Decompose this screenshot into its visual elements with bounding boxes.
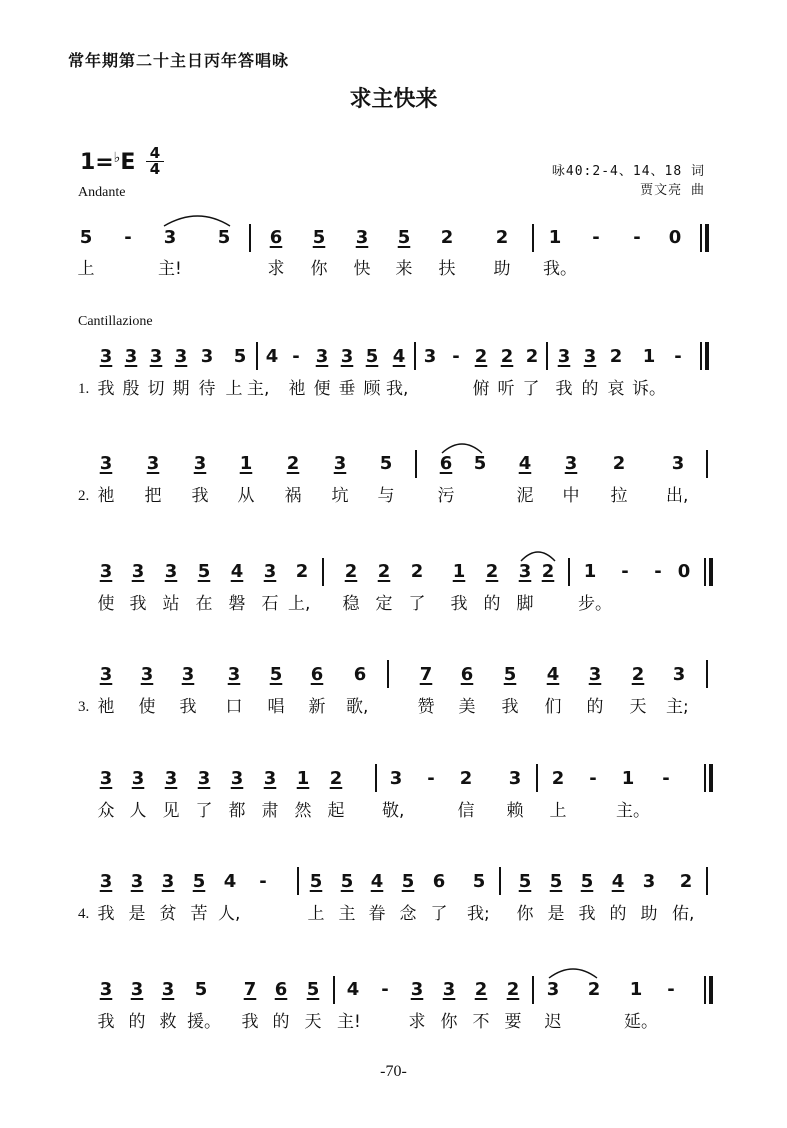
note: 3 bbox=[130, 979, 144, 1000]
note: 5 bbox=[580, 871, 594, 892]
key-signature: 1=♭E bbox=[80, 150, 136, 175]
note: 2 bbox=[329, 768, 343, 789]
lyric: 的 bbox=[128, 1012, 146, 1032]
lyric: 不 bbox=[472, 1012, 490, 1032]
lyric: 主, bbox=[247, 379, 270, 399]
barline bbox=[297, 867, 299, 895]
note: 7 bbox=[243, 979, 257, 1000]
note: 4 bbox=[546, 664, 560, 685]
verse-number: 2. bbox=[78, 488, 90, 504]
note: 2 bbox=[474, 346, 488, 367]
note-dash: - bbox=[427, 768, 435, 789]
note: 3 bbox=[99, 871, 113, 892]
note: 2 bbox=[679, 871, 693, 892]
note-dash: - bbox=[667, 979, 675, 1000]
final-barline-thin bbox=[704, 976, 706, 1004]
note: 5 bbox=[194, 979, 208, 1000]
time-signature-top: 4 bbox=[146, 146, 164, 162]
note: 4 bbox=[392, 346, 406, 367]
note-dash: - bbox=[592, 227, 600, 248]
note: 3 bbox=[227, 664, 241, 685]
note: 2 bbox=[286, 453, 300, 474]
note: 5 bbox=[312, 227, 326, 248]
note: 5 bbox=[397, 227, 411, 248]
lyric: 信 bbox=[457, 801, 475, 821]
lyric: 肃 bbox=[261, 801, 279, 821]
note: 4 bbox=[518, 453, 532, 474]
lyric: 出, bbox=[666, 486, 689, 506]
page-number: -70- bbox=[380, 1063, 407, 1080]
note: 3 bbox=[333, 453, 347, 474]
note: 5 bbox=[365, 346, 379, 367]
lyric: 主; bbox=[666, 697, 689, 717]
lyric: 我 bbox=[578, 904, 596, 924]
note: 4 bbox=[346, 979, 360, 1000]
note: 3 bbox=[163, 227, 177, 248]
lyric: 主! bbox=[158, 259, 182, 279]
lyric: 的 bbox=[609, 904, 627, 924]
lyric: 泥 bbox=[516, 486, 534, 506]
lyric: 歌, bbox=[346, 697, 369, 717]
note: 1 bbox=[548, 227, 562, 248]
time-signature-bottom: 4 bbox=[149, 160, 161, 178]
lyric: 苦 bbox=[190, 904, 208, 924]
lyric: 见 bbox=[162, 801, 180, 821]
note: 5 bbox=[518, 871, 532, 892]
note: 2 bbox=[587, 979, 601, 1000]
lyric: 起 bbox=[327, 801, 345, 821]
note: 4 bbox=[611, 871, 625, 892]
lyric: 了 bbox=[195, 801, 213, 821]
note-dash: - bbox=[662, 768, 670, 789]
lyric: 快 bbox=[353, 259, 371, 279]
lyric: 我 bbox=[450, 594, 468, 614]
lyric: 延。 bbox=[624, 1012, 658, 1032]
lyric: 污 bbox=[437, 486, 455, 506]
note: 1 bbox=[583, 561, 597, 582]
barline bbox=[532, 976, 534, 1004]
lyric: 了 bbox=[430, 904, 448, 924]
lyric: 赞 bbox=[417, 697, 435, 717]
note-dash: - bbox=[124, 227, 132, 248]
note: 2 bbox=[410, 561, 424, 582]
note: 2 bbox=[506, 979, 520, 1000]
lyric: 我, bbox=[386, 379, 409, 399]
note: 1 bbox=[296, 768, 310, 789]
lyric: 我; bbox=[467, 904, 490, 924]
note: 3 bbox=[588, 664, 602, 685]
lyric: 你 bbox=[516, 904, 534, 924]
lyric: 步。 bbox=[578, 594, 612, 614]
note: 3 bbox=[583, 346, 597, 367]
note: 3 bbox=[230, 768, 244, 789]
note: 3 bbox=[546, 979, 560, 1000]
note: 2 bbox=[459, 768, 473, 789]
final-barline-thin bbox=[704, 558, 706, 586]
lyric: 祂 bbox=[288, 379, 306, 399]
composer: 贾文亮 曲 bbox=[640, 183, 705, 198]
lyric: 了 bbox=[522, 379, 540, 399]
note: 2 bbox=[631, 664, 645, 685]
lyric: 哀 bbox=[607, 379, 625, 399]
note: 0 bbox=[668, 227, 682, 248]
lyric: 期 bbox=[172, 379, 190, 399]
credits bbox=[552, 162, 705, 200]
verse-number: 4. bbox=[78, 906, 90, 922]
final-barline-thick bbox=[705, 224, 709, 252]
note: 3 bbox=[99, 453, 113, 474]
lyric: 祸 bbox=[284, 486, 302, 506]
verse-number: 1. bbox=[78, 381, 90, 397]
note-dash: - bbox=[674, 346, 682, 367]
note: 3 bbox=[174, 346, 188, 367]
note: 3 bbox=[672, 664, 686, 685]
lyric: 我 bbox=[97, 1012, 115, 1032]
lyric: 我 bbox=[501, 697, 519, 717]
note: 2 bbox=[551, 768, 565, 789]
lyric: 援。 bbox=[187, 1012, 221, 1032]
lyric: 我 bbox=[179, 697, 197, 717]
lyric: 站 bbox=[162, 594, 180, 614]
note: 0 bbox=[677, 561, 691, 582]
note-dash: - bbox=[292, 346, 300, 367]
note-dash: - bbox=[633, 227, 641, 248]
lyric: 的 bbox=[581, 379, 599, 399]
lyric: 都 bbox=[228, 801, 246, 821]
lyric: 从 bbox=[237, 486, 255, 506]
barline bbox=[536, 764, 538, 792]
lyric: 便 bbox=[313, 379, 331, 399]
lyric: 念 bbox=[399, 904, 417, 924]
lyric: 来 bbox=[395, 259, 413, 279]
note: 1 bbox=[239, 453, 253, 474]
note: 3 bbox=[340, 346, 354, 367]
note: 1 bbox=[452, 561, 466, 582]
final-barline-thick bbox=[709, 558, 713, 586]
note: 4 bbox=[223, 871, 237, 892]
lyric: 中 bbox=[562, 486, 580, 506]
lyric: 敬, bbox=[382, 801, 405, 821]
lyric: 是 bbox=[547, 904, 565, 924]
lyric: 坑 bbox=[331, 486, 349, 506]
lyric: 主 bbox=[338, 904, 356, 924]
note: 2 bbox=[485, 561, 499, 582]
lyric: 石 bbox=[261, 594, 279, 614]
note: 3 bbox=[315, 346, 329, 367]
final-barline-thick bbox=[705, 342, 709, 370]
lyric: 人 bbox=[129, 801, 147, 821]
note: 5 bbox=[401, 871, 415, 892]
note: 5 bbox=[472, 871, 486, 892]
lyric: 祂 bbox=[97, 486, 115, 506]
barline bbox=[706, 867, 708, 895]
note: 5 bbox=[217, 227, 231, 248]
lyric: 在 bbox=[195, 594, 213, 614]
lyric: 主! bbox=[337, 1012, 361, 1032]
note: 5 bbox=[269, 664, 283, 685]
note: 3 bbox=[146, 453, 160, 474]
lyric: 把 bbox=[144, 486, 162, 506]
slur bbox=[517, 546, 559, 564]
note: 3 bbox=[99, 979, 113, 1000]
lyric: 上, bbox=[288, 594, 311, 614]
lyric: 是 bbox=[128, 904, 146, 924]
barline bbox=[387, 660, 389, 688]
lyric: 人, bbox=[218, 904, 241, 924]
lyric: 我 bbox=[191, 486, 209, 506]
note: 5 bbox=[549, 871, 563, 892]
note: 2 bbox=[495, 227, 509, 248]
lyric: 了 bbox=[408, 594, 426, 614]
slur bbox=[438, 438, 486, 456]
lyric: 然 bbox=[294, 801, 312, 821]
lyric: 天 bbox=[304, 1012, 322, 1032]
note: 5 bbox=[503, 664, 517, 685]
note: 3 bbox=[149, 346, 163, 367]
lyric: 们 bbox=[544, 697, 562, 717]
note: 3 bbox=[164, 768, 178, 789]
lyric: 磐 bbox=[228, 594, 246, 614]
barline bbox=[499, 867, 501, 895]
lyric: 你 bbox=[310, 259, 328, 279]
note: 3 bbox=[263, 561, 277, 582]
note: 3 bbox=[642, 871, 656, 892]
barline bbox=[414, 342, 416, 370]
note: 2 bbox=[612, 453, 626, 474]
lyrics-source: 咏40:2-4、14、18 词 bbox=[551, 164, 705, 179]
lyric: 助 bbox=[640, 904, 658, 924]
note: 2 bbox=[500, 346, 514, 367]
lyric: 口 bbox=[225, 697, 243, 717]
lyric: 天 bbox=[629, 697, 647, 717]
note: 4 bbox=[265, 346, 279, 367]
note: 3 bbox=[99, 346, 113, 367]
note: 3 bbox=[140, 664, 154, 685]
lyric: 与 bbox=[377, 486, 395, 506]
lyric: 赖 bbox=[506, 801, 524, 821]
lyric: 眷 bbox=[368, 904, 386, 924]
lyric: 的 bbox=[483, 594, 501, 614]
final-barline-thin bbox=[704, 764, 706, 792]
slur bbox=[160, 210, 236, 230]
final-barline-thin bbox=[700, 224, 702, 252]
note: 3 bbox=[181, 664, 195, 685]
note: 3 bbox=[355, 227, 369, 248]
lyric: 诉。 bbox=[632, 379, 666, 399]
note: 1 bbox=[621, 768, 635, 789]
note-dash: - bbox=[654, 561, 662, 582]
note: 5 bbox=[192, 871, 206, 892]
note: 3 bbox=[99, 561, 113, 582]
lyric: 你 bbox=[440, 1012, 458, 1032]
song-title: 求主快来 bbox=[349, 87, 438, 112]
note: 3 bbox=[557, 346, 571, 367]
lyric: 祂 bbox=[97, 697, 115, 717]
lyric: 上 bbox=[549, 801, 567, 821]
note: 3 bbox=[518, 561, 532, 582]
lyric: 迟 bbox=[544, 1012, 562, 1032]
note-dash: - bbox=[381, 979, 389, 1000]
note: 3 bbox=[99, 768, 113, 789]
note: 2 bbox=[474, 979, 488, 1000]
liturgy-subtitle: 常年期第二十主日丙年答唱咏 bbox=[68, 51, 290, 70]
note: 1 bbox=[629, 979, 643, 1000]
note: 4 bbox=[230, 561, 244, 582]
note-dash: - bbox=[452, 346, 460, 367]
note: 6 bbox=[460, 664, 474, 685]
lyric: 上 bbox=[225, 379, 243, 399]
lyric: 我。 bbox=[543, 259, 577, 279]
note: 6 bbox=[310, 664, 324, 685]
note: 3 bbox=[99, 664, 113, 685]
note: 3 bbox=[442, 979, 456, 1000]
lyric: 听 bbox=[497, 379, 515, 399]
note: 3 bbox=[389, 768, 403, 789]
lyric: 助 bbox=[493, 259, 511, 279]
note: 2 bbox=[440, 227, 454, 248]
barline bbox=[568, 558, 570, 586]
lyric: 顾 bbox=[363, 379, 381, 399]
note: 5 bbox=[79, 227, 93, 248]
lyric: 我 bbox=[129, 594, 147, 614]
lyric: 我 bbox=[241, 1012, 259, 1032]
lyric: 美 bbox=[458, 697, 476, 717]
note: 3 bbox=[164, 561, 178, 582]
note: 4 bbox=[370, 871, 384, 892]
lyric: 脚 bbox=[516, 594, 534, 614]
barline bbox=[546, 342, 548, 370]
lyric: 拉 bbox=[610, 486, 628, 506]
final-barline-thin bbox=[700, 342, 702, 370]
note: 5 bbox=[306, 979, 320, 1000]
lyric: 佑, bbox=[672, 904, 695, 924]
note: 2 bbox=[525, 346, 539, 367]
lyric: 的 bbox=[586, 697, 604, 717]
cantillation-label: Cantillazione bbox=[78, 314, 153, 329]
note: 6 bbox=[432, 871, 446, 892]
note: 5 bbox=[309, 871, 323, 892]
lyric: 定 bbox=[375, 594, 393, 614]
note: 2 bbox=[377, 561, 391, 582]
lyric: 我 bbox=[97, 379, 115, 399]
final-barline-thick bbox=[709, 764, 713, 792]
lyric: 上 bbox=[77, 259, 95, 279]
note-dash: - bbox=[589, 768, 597, 789]
barline bbox=[249, 224, 251, 252]
note: 3 bbox=[161, 871, 175, 892]
note: 6 bbox=[274, 979, 288, 1000]
lyric: 扶 bbox=[438, 259, 456, 279]
note: 3 bbox=[131, 561, 145, 582]
note: 5 bbox=[233, 346, 247, 367]
final-barline-thick bbox=[709, 976, 713, 1004]
note: 1 bbox=[642, 346, 656, 367]
barline bbox=[706, 450, 708, 478]
lyric: 求 bbox=[408, 1012, 426, 1032]
note: 3 bbox=[410, 979, 424, 1000]
note: 3 bbox=[161, 979, 175, 1000]
note: 3 bbox=[200, 346, 214, 367]
lyric: 使 bbox=[97, 594, 115, 614]
lyric: 要 bbox=[504, 1012, 522, 1032]
lyric: 唱 bbox=[267, 697, 285, 717]
lyric: 殷 bbox=[122, 379, 140, 399]
barline bbox=[322, 558, 324, 586]
note: 5 bbox=[473, 453, 487, 474]
barline bbox=[256, 342, 258, 370]
lyric: 救 bbox=[159, 1012, 177, 1032]
note: 5 bbox=[379, 453, 393, 474]
lyric: 使 bbox=[138, 697, 156, 717]
note: 6 bbox=[439, 453, 453, 474]
barline bbox=[706, 660, 708, 688]
lyric: 主。 bbox=[616, 801, 650, 821]
barline bbox=[532, 224, 534, 252]
lyric: 贫 bbox=[159, 904, 177, 924]
lyric: 我 bbox=[97, 904, 115, 924]
note: 3 bbox=[508, 768, 522, 789]
note: 2 bbox=[541, 561, 555, 582]
lyric: 待 bbox=[198, 379, 216, 399]
note: 2 bbox=[344, 561, 358, 582]
note: 3 bbox=[423, 346, 437, 367]
note: 3 bbox=[197, 768, 211, 789]
note: 2 bbox=[609, 346, 623, 367]
lyric: 新 bbox=[308, 697, 326, 717]
note: 3 bbox=[263, 768, 277, 789]
slur bbox=[545, 963, 601, 981]
lyric: 求 bbox=[267, 259, 285, 279]
time-signature bbox=[146, 146, 164, 177]
note: 3 bbox=[130, 871, 144, 892]
note-dash: - bbox=[621, 561, 629, 582]
barline bbox=[333, 976, 335, 1004]
note: 3 bbox=[671, 453, 685, 474]
lyric: 上 bbox=[307, 904, 325, 924]
barline bbox=[415, 450, 417, 478]
lyric: 稳 bbox=[342, 594, 360, 614]
lyric: 俯 bbox=[472, 379, 490, 399]
note: 3 bbox=[193, 453, 207, 474]
note: 6 bbox=[269, 227, 283, 248]
barline bbox=[375, 764, 377, 792]
note: 5 bbox=[340, 871, 354, 892]
tempo-marking: Andante bbox=[78, 185, 126, 200]
note: 3 bbox=[124, 346, 138, 367]
note: 6 bbox=[353, 664, 367, 685]
verse-number: 3. bbox=[78, 699, 90, 715]
lyric: 的 bbox=[272, 1012, 290, 1032]
note: 2 bbox=[295, 561, 309, 582]
note: 5 bbox=[197, 561, 211, 582]
note: 3 bbox=[131, 768, 145, 789]
note-dash: - bbox=[259, 871, 267, 892]
note: 7 bbox=[419, 664, 433, 685]
note: 3 bbox=[564, 453, 578, 474]
lyric: 切 bbox=[147, 379, 165, 399]
lyric: 我 bbox=[555, 379, 573, 399]
lyric: 众 bbox=[97, 801, 115, 821]
lyric: 垂 bbox=[338, 379, 356, 399]
